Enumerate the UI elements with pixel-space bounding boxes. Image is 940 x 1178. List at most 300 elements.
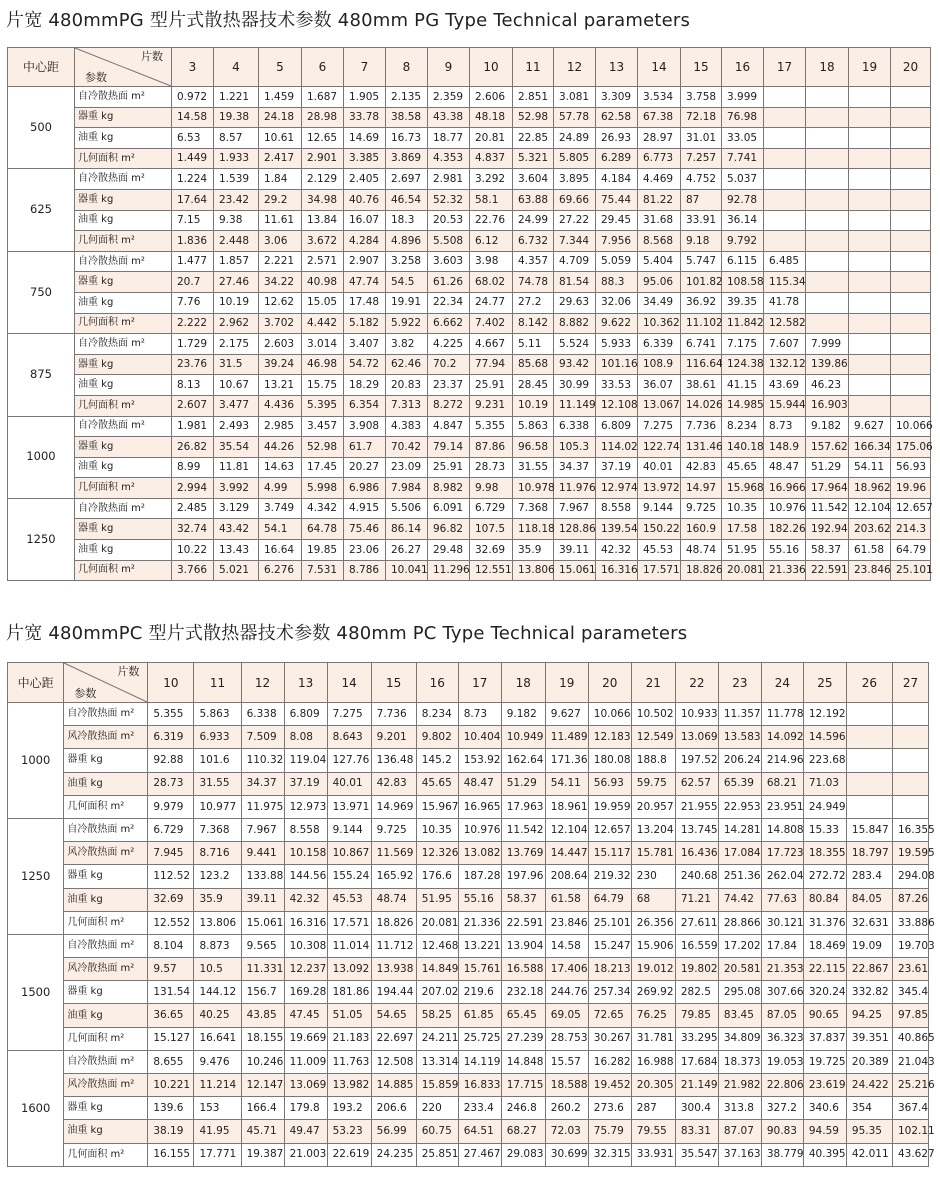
table-row <box>8 726 929 749</box>
value-cell: 13.314 <box>416 1050 458 1073</box>
value-cell <box>891 375 931 396</box>
value-cell: 31.55 <box>513 457 554 478</box>
value-cell <box>849 313 891 334</box>
value-cell <box>891 313 931 334</box>
value-cell: 269.92 <box>631 981 675 1004</box>
value-cell: 36.323 <box>761 1027 803 1050</box>
value-cell: 52.98 <box>302 437 344 458</box>
value-cell: 230 <box>631 865 675 888</box>
value-cell: 31.55 <box>194 772 241 795</box>
value-cell: 26.27 <box>386 540 428 561</box>
piece-count-header: 20 <box>891 48 931 87</box>
parameter-label: 油重 kg <box>64 888 148 911</box>
value-cell: 17.723 <box>761 842 803 865</box>
value-cell: 260.2 <box>545 1097 588 1120</box>
value-cell: 15.57 <box>545 1050 588 1073</box>
value-cell <box>764 231 806 252</box>
value-cell: 24.949 <box>803 795 846 818</box>
value-cell: 22.34 <box>428 292 470 313</box>
value-cell <box>892 726 928 749</box>
table-row <box>8 292 931 313</box>
value-cell: 124.38 <box>722 354 764 375</box>
piece-count-header: 24 <box>761 663 803 703</box>
value-cell: 20.53 <box>428 210 470 231</box>
value-cell: 22.619 <box>327 1143 371 1166</box>
value-cell: 19.96 <box>891 478 931 499</box>
value-cell: 65.45 <box>501 1004 545 1027</box>
table-row <box>8 1143 929 1166</box>
value-cell <box>849 169 891 190</box>
table-row <box>8 87 931 108</box>
value-cell: 19.85 <box>302 540 344 561</box>
value-cell: 24.18 <box>259 107 302 128</box>
value-cell: 41.15 <box>722 375 764 396</box>
value-cell: 169.28 <box>284 981 327 1004</box>
value-cell <box>892 795 928 818</box>
parameter-label: 器重 kg <box>75 272 172 293</box>
value-cell: 16.282 <box>588 1050 631 1073</box>
value-cell: 31.01 <box>681 128 722 149</box>
value-cell: 56.99 <box>371 1120 416 1143</box>
value-cell <box>891 334 931 355</box>
value-cell: 54.1 <box>259 519 302 540</box>
table-row <box>8 169 931 190</box>
value-cell: 28.753 <box>545 1027 588 1050</box>
value-cell: 8.558 <box>596 498 638 519</box>
value-cell: 10.949 <box>501 726 545 749</box>
value-cell: 9.18 <box>681 231 722 252</box>
value-cell: 21.043 <box>892 1050 928 1073</box>
value-cell <box>846 772 892 795</box>
value-cell: 10.933 <box>675 703 718 726</box>
value-cell: 29.63 <box>554 292 596 313</box>
value-cell: 70.2 <box>428 354 470 375</box>
value-cell: 24.89 <box>554 128 596 149</box>
value-cell: 40.98 <box>302 272 344 293</box>
value-cell: 10.22 <box>172 540 214 561</box>
value-cell: 1.221 <box>214 87 259 108</box>
value-cell: 31.376 <box>803 911 846 934</box>
value-cell: 27.239 <box>501 1027 545 1050</box>
table-row <box>8 795 929 818</box>
value-cell: 43.627 <box>892 1143 928 1166</box>
value-cell: 2.448 <box>214 231 259 252</box>
value-cell: 17.964 <box>806 478 849 499</box>
value-cell: 119.04 <box>284 749 327 772</box>
value-cell: 4.383 <box>386 416 428 437</box>
value-cell: 2.606 <box>470 87 513 108</box>
parameter-label: 自冷散热面 m² <box>64 1050 148 1073</box>
value-cell: 15.061 <box>554 560 596 581</box>
value-cell: 11.542 <box>806 498 849 519</box>
table-row <box>8 437 931 458</box>
value-cell: 9.979 <box>148 795 194 818</box>
value-cell: 86.14 <box>386 519 428 540</box>
value-cell: 6.741 <box>681 334 722 355</box>
value-cell: 51.29 <box>806 457 849 478</box>
value-cell: 9.725 <box>681 498 722 519</box>
value-cell <box>849 128 891 149</box>
table-row <box>8 395 931 416</box>
value-cell: 192.94 <box>806 519 849 540</box>
center-distance-cell: 1600 <box>8 1050 64 1166</box>
value-cell: 10.35 <box>722 498 764 519</box>
value-cell: 32.74 <box>172 519 214 540</box>
value-cell: 13.971 <box>327 795 371 818</box>
value-cell: 18.588 <box>545 1074 588 1097</box>
value-cell: 2.981 <box>428 169 470 190</box>
value-cell: 41.95 <box>194 1120 241 1143</box>
value-cell: 14.119 <box>458 1050 501 1073</box>
value-cell: 3.477 <box>214 395 259 416</box>
parameter-label: 自冷散热面 m² <box>75 334 172 355</box>
value-cell: 14.281 <box>718 818 761 841</box>
value-cell: 20.305 <box>631 1074 675 1097</box>
value-cell: 42.011 <box>846 1143 892 1166</box>
piece-count-header: 12 <box>241 663 284 703</box>
value-cell: 12.192 <box>803 703 846 726</box>
value-cell: 197.96 <box>501 865 545 888</box>
parameter-label: 器重 kg <box>75 189 172 210</box>
value-cell: 6.729 <box>470 498 513 519</box>
value-cell: 13.204 <box>631 818 675 841</box>
value-cell <box>806 210 849 231</box>
value-cell: 52.98 <box>513 107 554 128</box>
value-cell: 16.73 <box>386 128 428 149</box>
value-cell: 22.697 <box>371 1027 416 1050</box>
value-cell: 18.213 <box>588 958 631 981</box>
value-cell: 33.91 <box>681 210 722 231</box>
value-cell: 5.021 <box>214 560 259 581</box>
value-cell: 8.99 <box>172 457 214 478</box>
value-cell: 145.2 <box>416 749 458 772</box>
value-cell: 10.041 <box>386 560 428 581</box>
value-cell: 15.127 <box>148 1027 194 1050</box>
value-cell: 19.959 <box>588 795 631 818</box>
value-cell: 18.29 <box>344 375 386 396</box>
value-cell: 156.7 <box>241 981 284 1004</box>
value-cell: 29.48 <box>428 540 470 561</box>
value-cell: 8.655 <box>148 1050 194 1073</box>
value-cell: 19.09 <box>846 934 892 957</box>
value-cell: 28.98 <box>302 107 344 128</box>
value-cell: 10.502 <box>631 703 675 726</box>
value-cell: 76.98 <box>722 107 764 128</box>
value-cell: 24.422 <box>846 1074 892 1097</box>
value-cell <box>849 251 891 272</box>
value-cell: 18.961 <box>545 795 588 818</box>
parameter-label: 油重 kg <box>75 457 172 478</box>
parameter-label: 几何面积 m² <box>75 478 172 499</box>
value-cell: 16.988 <box>631 1050 675 1073</box>
value-cell: 93.42 <box>554 354 596 375</box>
value-cell <box>849 231 891 252</box>
value-cell: 3.457 <box>302 416 344 437</box>
value-cell: 23.619 <box>803 1074 846 1097</box>
value-cell <box>806 87 849 108</box>
value-cell: 87.26 <box>892 888 928 911</box>
value-cell: 171.36 <box>545 749 588 772</box>
value-cell: 15.247 <box>588 934 631 957</box>
parameter-label: 风冷散热面 m² <box>64 1074 148 1097</box>
value-cell: 4.915 <box>344 498 386 519</box>
value-cell <box>806 148 849 169</box>
value-cell: 71.21 <box>675 888 718 911</box>
value-cell: 17.084 <box>718 842 761 865</box>
center-distance-cell: 1000 <box>8 416 75 498</box>
value-cell: 262.04 <box>761 865 803 888</box>
parameter-label: 几何面积 m² <box>64 795 148 818</box>
parameter-label: 油重 kg <box>64 1004 148 1027</box>
value-cell: 18.3 <box>386 210 428 231</box>
value-cell: 49.47 <box>284 1120 327 1143</box>
piece-count-header: 27 <box>892 663 928 703</box>
value-cell: 36.07 <box>638 375 681 396</box>
value-cell: 6.338 <box>554 416 596 437</box>
value-cell: 16.436 <box>675 842 718 865</box>
value-cell: 14.63 <box>259 457 302 478</box>
value-cell: 144.56 <box>284 865 327 888</box>
value-cell: 16.155 <box>148 1143 194 1166</box>
value-cell: 11.81 <box>214 457 259 478</box>
value-cell: 17.771 <box>194 1143 241 1166</box>
value-cell: 26.82 <box>172 437 214 458</box>
value-cell: 5.998 <box>302 478 344 499</box>
value-cell <box>849 292 891 313</box>
value-cell: 11.014 <box>327 934 371 957</box>
parameter-label: 风冷散热面 m² <box>64 842 148 865</box>
value-cell: 29.2 <box>259 189 302 210</box>
value-cell: 42.83 <box>371 772 416 795</box>
parameter-label: 自冷散热面 m² <box>75 169 172 190</box>
value-cell: 13.092 <box>327 958 371 981</box>
value-cell: 294.08 <box>892 865 928 888</box>
parameter-label: 自冷散热面 m² <box>75 416 172 437</box>
header-diagonal-cell <box>75 48 172 87</box>
value-cell: 15.781 <box>631 842 675 865</box>
piece-count-header: 7 <box>344 48 386 87</box>
value-cell: 56.93 <box>891 457 931 478</box>
value-cell: 110.32 <box>241 749 284 772</box>
value-cell: 3.309 <box>596 87 638 108</box>
value-cell: 7.967 <box>554 498 596 519</box>
value-cell <box>849 189 891 210</box>
value-cell: 64.51 <box>458 1120 501 1143</box>
value-cell: 2.417 <box>259 148 302 169</box>
value-cell: 18.797 <box>846 842 892 865</box>
value-cell: 18.373 <box>718 1050 761 1073</box>
value-cell <box>849 395 891 416</box>
table-row <box>8 272 931 293</box>
value-cell: 9.182 <box>806 416 849 437</box>
value-cell: 46.23 <box>806 375 849 396</box>
piece-count-header: 26 <box>846 663 892 703</box>
value-cell: 3.992 <box>214 478 259 499</box>
value-cell: 36.92 <box>681 292 722 313</box>
value-cell: 17.58 <box>722 519 764 540</box>
value-cell: 206.6 <box>371 1097 416 1120</box>
value-cell <box>849 210 891 231</box>
value-cell: 118.18 <box>513 519 554 540</box>
table-row <box>8 560 931 581</box>
value-cell: 10.19 <box>513 395 554 416</box>
pc-section-title: 片宽 480mmPC 型片式散热器技术参数 480mm PC Type Technical parameters <box>6 623 688 644</box>
value-cell: 8.234 <box>416 703 458 726</box>
value-cell: 18.826 <box>681 560 722 581</box>
value-cell: 2.135 <box>386 87 428 108</box>
value-cell <box>891 292 931 313</box>
value-cell: 9.627 <box>849 416 891 437</box>
table-row <box>8 934 929 957</box>
table-row <box>8 1027 929 1050</box>
value-cell: 40.01 <box>638 457 681 478</box>
value-cell: 1.857 <box>214 251 259 272</box>
value-cell: 6.986 <box>344 478 386 499</box>
value-cell: 22.76 <box>470 210 513 231</box>
value-cell: 17.963 <box>501 795 545 818</box>
value-cell: 25.91 <box>428 457 470 478</box>
value-cell: 52.32 <box>428 189 470 210</box>
value-cell: 21.149 <box>675 1074 718 1097</box>
value-cell: 4.837 <box>470 148 513 169</box>
value-cell: 7.275 <box>638 416 681 437</box>
value-cell: 25.851 <box>416 1143 458 1166</box>
value-cell: 5.404 <box>638 251 681 272</box>
value-cell: 6.289 <box>596 148 638 169</box>
value-cell: 42.32 <box>284 888 327 911</box>
value-cell: 58.37 <box>501 888 545 911</box>
value-cell: 182.26 <box>764 519 806 540</box>
parameter-label: 自冷散热面 m² <box>75 498 172 519</box>
value-cell: 3.081 <box>554 87 596 108</box>
value-cell: 240.68 <box>675 865 718 888</box>
value-cell: 33.886 <box>892 911 928 934</box>
value-cell: 10.221 <box>148 1074 194 1097</box>
value-cell: 17.84 <box>761 934 803 957</box>
value-cell <box>764 210 806 231</box>
pg-parameters-table <box>7 47 931 581</box>
value-cell: 340.6 <box>803 1097 846 1120</box>
value-cell: 2.851 <box>513 87 554 108</box>
value-cell: 1.449 <box>172 148 214 169</box>
value-cell: 56.93 <box>588 772 631 795</box>
value-cell: 35.9 <box>513 540 554 561</box>
value-cell: 20.389 <box>846 1050 892 1073</box>
value-cell: 45.53 <box>327 888 371 911</box>
value-cell <box>849 334 891 355</box>
value-cell: 13.069 <box>675 726 718 749</box>
value-cell: 11.778 <box>761 703 803 726</box>
value-cell: 54.11 <box>849 457 891 478</box>
value-cell: 6.354 <box>344 395 386 416</box>
value-cell: 22.591 <box>501 911 545 934</box>
value-cell: 25.216 <box>892 1074 928 1097</box>
value-cell: 15.117 <box>588 842 631 865</box>
value-cell: 10.5 <box>194 958 241 981</box>
value-cell: 24.77 <box>470 292 513 313</box>
value-cell: 79.14 <box>428 437 470 458</box>
table-row <box>8 107 931 128</box>
value-cell: 58.37 <box>806 540 849 561</box>
value-cell: 11.214 <box>194 1074 241 1097</box>
value-cell: 3.534 <box>638 87 681 108</box>
value-cell: 29.083 <box>501 1143 545 1166</box>
value-cell: 20.081 <box>416 911 458 934</box>
value-cell: 16.07 <box>344 210 386 231</box>
piece-count-header: 5 <box>259 48 302 87</box>
value-cell: 300.4 <box>675 1097 718 1120</box>
value-cell: 179.8 <box>284 1097 327 1120</box>
value-cell: 23.951 <box>761 795 803 818</box>
value-cell: 3.014 <box>302 334 344 355</box>
value-cell: 112.52 <box>148 865 194 888</box>
value-cell: 2.962 <box>214 313 259 334</box>
parameter-label: 器重 kg <box>64 749 148 772</box>
value-cell: 12.108 <box>596 395 638 416</box>
value-cell: 15.968 <box>722 478 764 499</box>
value-cell: 20.957 <box>631 795 675 818</box>
value-cell: 11.763 <box>327 1050 371 1073</box>
value-cell: 40.76 <box>344 189 386 210</box>
table-row <box>8 519 931 540</box>
parameter-label: 自冷散热面 m² <box>75 251 172 272</box>
parameter-label: 几何面积 m² <box>75 560 172 581</box>
table-row <box>8 1120 929 1143</box>
value-cell: 72.18 <box>681 107 722 128</box>
value-cell: 17.571 <box>638 560 681 581</box>
value-cell: 19.669 <box>284 1027 327 1050</box>
value-cell: 16.833 <box>458 1074 501 1097</box>
value-cell: 61.7 <box>344 437 386 458</box>
value-cell: 6.276 <box>259 560 302 581</box>
value-cell: 5.524 <box>554 334 596 355</box>
value-cell: 20.7 <box>172 272 214 293</box>
value-cell: 107.5 <box>470 519 513 540</box>
value-cell: 3.292 <box>470 169 513 190</box>
piece-count-header: 4 <box>214 48 259 87</box>
value-cell: 72.03 <box>545 1120 588 1143</box>
value-cell: 11.149 <box>554 395 596 416</box>
value-cell: 176.6 <box>416 865 458 888</box>
value-cell: 35.547 <box>675 1143 718 1166</box>
piece-count-header: 3 <box>172 48 214 87</box>
value-cell: 19.725 <box>803 1050 846 1073</box>
value-cell: 14.596 <box>803 726 846 749</box>
value-cell: 19.802 <box>675 958 718 981</box>
value-cell <box>891 169 931 190</box>
value-cell: 12.237 <box>284 958 327 981</box>
piece-count-header: 11 <box>194 663 241 703</box>
value-cell: 19.012 <box>631 958 675 981</box>
value-cell: 92.88 <box>148 749 194 772</box>
value-cell: 24.211 <box>416 1027 458 1050</box>
value-cell: 105.3 <box>554 437 596 458</box>
value-cell: 7.76 <box>172 292 214 313</box>
value-cell: 11.842 <box>722 313 764 334</box>
value-cell: 128.86 <box>554 519 596 540</box>
value-cell: 47.74 <box>344 272 386 293</box>
value-cell: 38.61 <box>681 375 722 396</box>
value-cell: 17.202 <box>718 934 761 957</box>
value-cell: 3.258 <box>386 251 428 272</box>
value-cell: 42.83 <box>681 457 722 478</box>
piece-count-header: 13 <box>596 48 638 87</box>
value-cell: 2.493 <box>214 416 259 437</box>
value-cell <box>891 148 931 169</box>
value-cell: 5.863 <box>194 703 241 726</box>
value-cell: 34.809 <box>718 1027 761 1050</box>
value-cell: 4.469 <box>638 169 681 190</box>
